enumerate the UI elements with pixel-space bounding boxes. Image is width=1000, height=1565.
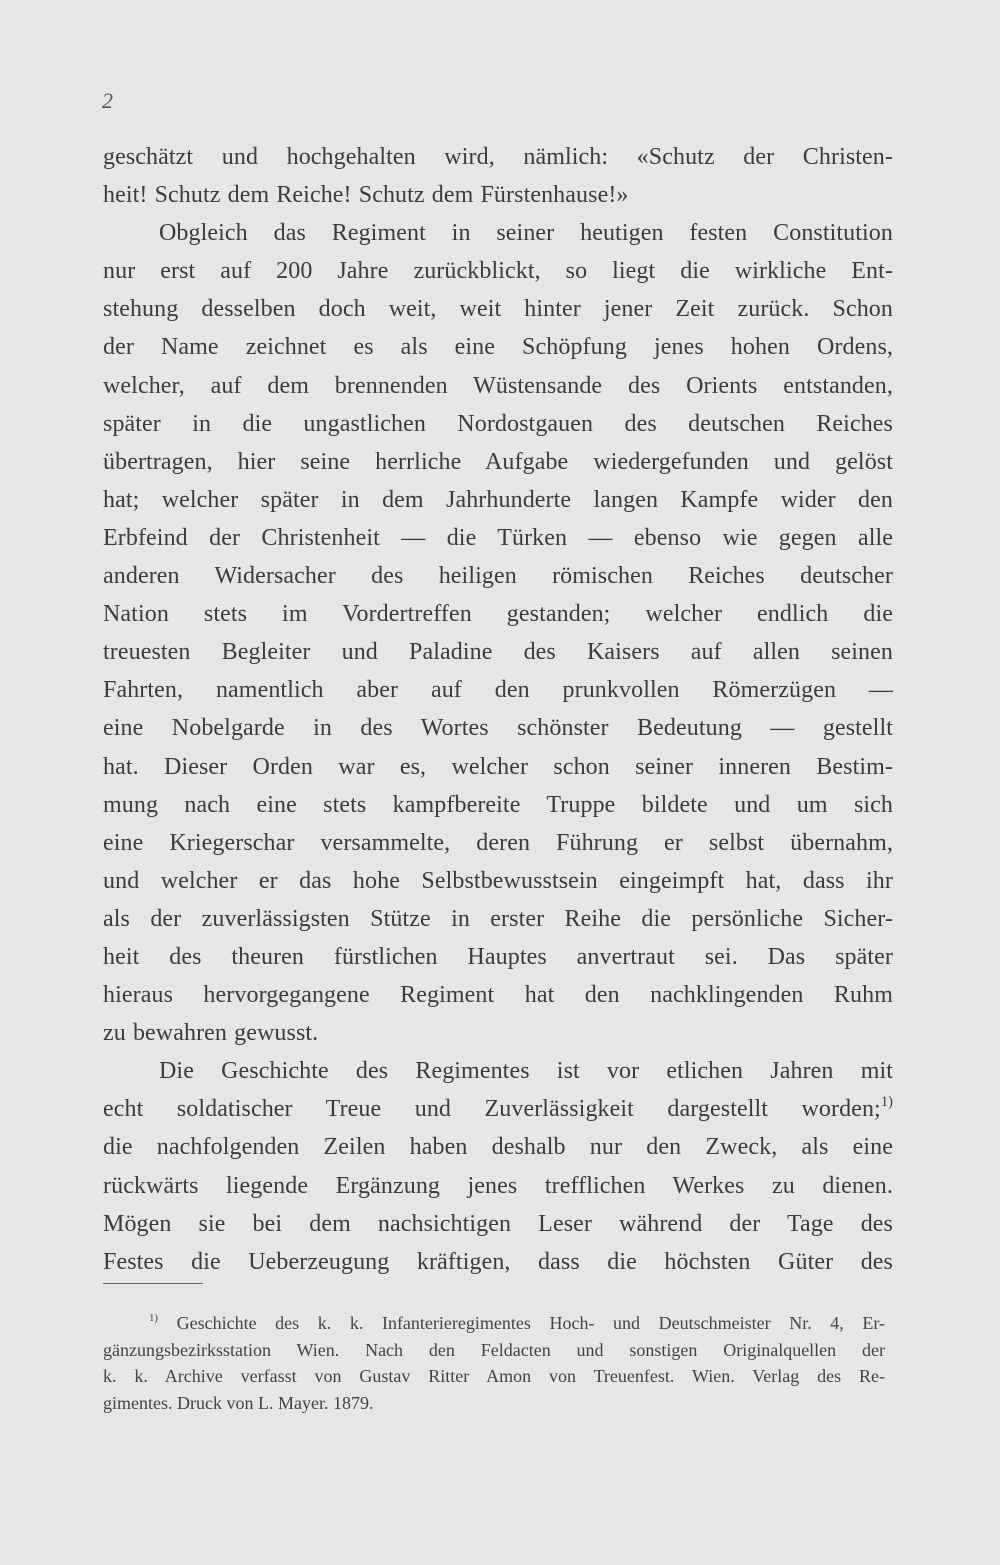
text-line: Erbfeind der Christenheit — die Türken — ebenso wie gegen alle	[103, 524, 893, 551]
text-line: heit des theuren fürstlichen Hauptes anvertraut sei. Das später	[103, 943, 893, 970]
text-line: heit! Schutz dem Reiche! Schutz dem Fürstenhause!»	[103, 182, 629, 209]
footnote-line-text: Geschichte des k. k. Infanterieregimentes Hoch- und Deutschmeister Nr. 4, Er-	[176, 1313, 886, 1333]
text-line: treuesten Begleiter und Paladine des Kaisers auf allen seinen	[103, 639, 893, 666]
footnote-reference: 1)	[880, 1093, 893, 1110]
text-line: Die Geschichte des Regimentes ist vor etlichen Jahren mit	[159, 1058, 893, 1085]
page-number: 2	[102, 88, 113, 113]
text-line: die nachfolgenden Zeilen haben deshalb nur den Zweck, als eine	[103, 1134, 893, 1161]
text-line: als der zuverlässigsten Stütze in erster Reihe die persönliche Sicher-	[103, 905, 893, 932]
text-line: der Name zeichnet es als eine Schöpfung jenes hohen Ordens,	[103, 334, 893, 361]
text-line: zu bewahren gewusst.	[103, 1020, 319, 1047]
text-line: eine Kriegerschar versammelte, deren Führung er selbst übernahm,	[103, 829, 893, 856]
text-line: nur erst auf 200 Jahre zurückblickt, so liegt die wirkliche Ent-	[103, 258, 893, 285]
text-line: übertragen, hier seine herrliche Aufgabe wiedergefunden und gelöst	[103, 448, 893, 475]
text-line: Festes die Ueberzeugung kräftigen, dass die höchsten Güter des	[103, 1248, 893, 1275]
text-line: stehung desselben doch weit, weit hinter jener Zeit zurück. Schon	[103, 296, 893, 323]
text-line: Mögen sie bei dem nachsichtigen Leser während der Tage des	[103, 1210, 893, 1237]
text-line: geschätzt und hochgehalten wird, nämlich: «Schutz der Christen-	[103, 144, 893, 170]
footnote-line: gänzungsbezirksstation Wien. Nach den Feldacten und sonstigen Originalquellen der	[103, 1339, 885, 1360]
text-line: mung nach eine stets kampfbereite Truppe bildete und um sich	[103, 791, 893, 818]
text-line: hat; welcher später in dem Jahrhunderte langen Kampfe wider den	[103, 486, 893, 513]
text-line-content: echt soldatischer Treue und Zuverlässigkeit dargestellt worden;	[103, 1096, 881, 1123]
footnote-marker: 1)	[149, 1311, 158, 1324]
text-line: Obgleich das Regiment in seiner heutigen festen Constitution	[159, 220, 893, 247]
footnote	[103, 1310, 885, 1416]
text-line: Fahrten, namentlich aber auf den prunkvollen Römerzügen —	[103, 677, 893, 704]
footnote-line: k. k. Archive verfasst von Gustav Ritter Amon von Treuenfest. Wien. Verlag des Re-	[103, 1366, 885, 1386]
footnote-line: gimentes. Druck von L. Mayer. 1879.	[103, 1392, 374, 1413]
footnote-divider	[103, 1283, 203, 1284]
text-line: Nation stets im Vordertreffen gestanden; welcher endlich die	[103, 601, 893, 628]
text-line: später in die ungastlichen Nordostgauen des deutschen Reiches	[103, 410, 893, 437]
text-line: eine Nobelgarde in des Wortes schönster Bedeutung — gestellt	[103, 715, 893, 742]
footnote-line	[103, 1310, 885, 1337]
text-line: welcher, auf dem brennenden Wüstensande des Orients entstanden,	[103, 372, 893, 399]
text-line-with-footnote-ref	[103, 1090, 893, 1128]
text-line: rückwärts liegende Ergänzung jenes trefflichen Werkes zu dienen.	[103, 1172, 893, 1199]
text-line: hieraus hervorgegangene Regiment hat den nachklingenden Ruhm	[103, 982, 893, 1009]
body-text	[103, 138, 893, 1281]
text-line: hat. Dieser Orden war es, welcher schon seiner inneren Bestim-	[103, 753, 893, 780]
text-line: anderen Widersacher des heiligen römischen Reiches deutscher	[103, 563, 893, 590]
text-line: und welcher er das hohe Selbstbewusstsein eingeimpft hat, dass ihr	[103, 867, 893, 894]
